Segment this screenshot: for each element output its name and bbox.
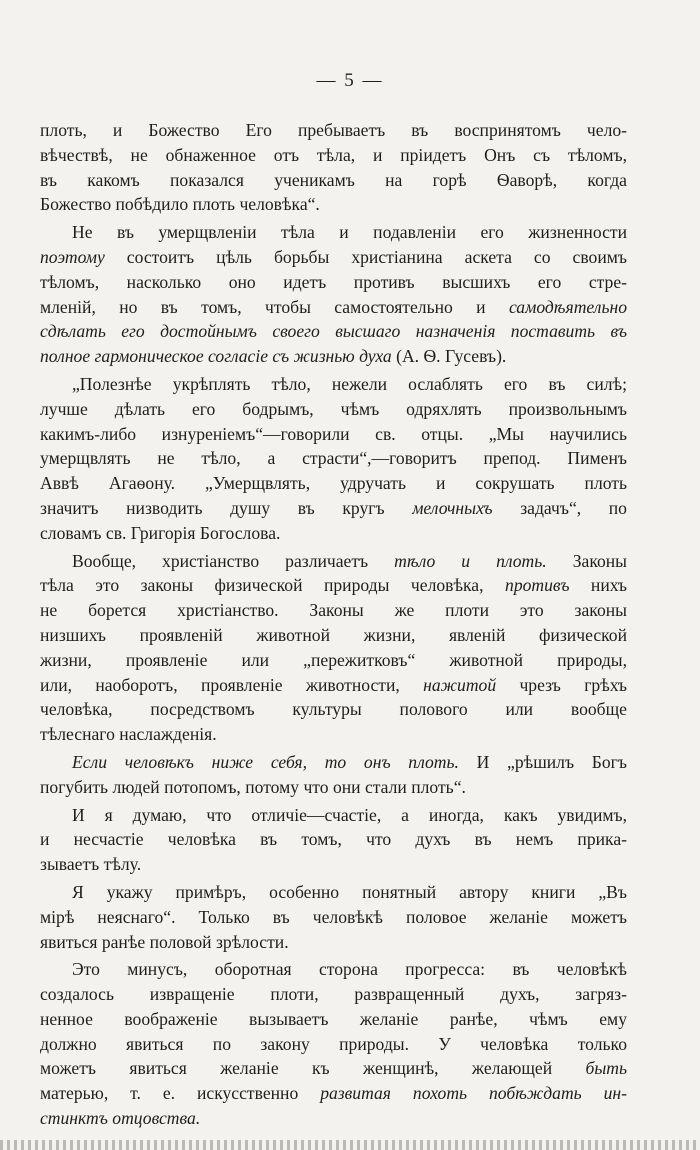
text-segment: не борется христіанство. Законы же плоти это законы xyxy=(40,600,627,621)
text-line xyxy=(40,1032,627,1057)
text-segment: какимъ-либо изнуреніемъ“—говорили св. отцы. „Мы научились xyxy=(40,423,627,444)
text-segment: тѣломъ, насколько оно идетъ противъ высшихъ его стре- xyxy=(40,271,627,292)
text-line xyxy=(40,982,627,1007)
italic-text: тѣло и плоть. xyxy=(394,550,547,571)
italic-text: быть xyxy=(585,1058,627,1079)
text-line xyxy=(40,319,627,344)
text-line xyxy=(40,648,627,673)
text-line xyxy=(40,220,627,245)
text-segment: явиться ранѣе половой зрѣлости. xyxy=(40,931,289,952)
text-line xyxy=(40,852,627,877)
text-line xyxy=(40,397,627,422)
text-line xyxy=(40,1007,627,1032)
text-segment: можетъ явиться желаніе къ женщинѣ, желающей xyxy=(40,1058,586,1079)
body-text xyxy=(40,118,627,1131)
text-line xyxy=(40,673,627,698)
text-line xyxy=(40,496,627,521)
text-segment: жизни, проявленіе или „пережитковъ“ животной природы, xyxy=(40,649,627,670)
text-line xyxy=(40,598,627,623)
text-line xyxy=(40,905,627,930)
text-segment: въ какомъ показался ученикамъ на горѣ Ѳаворѣ, когда xyxy=(40,169,627,190)
text-segment: Аввѣ Агаѳону. „Умерщвлять, удручать и сокрушать плоть xyxy=(40,473,627,494)
text-segment: плоть, и Божество Его пребываетъ въ воспринятомъ чело- xyxy=(40,120,627,140)
text-line xyxy=(40,372,627,397)
text-segment: значитъ низводить душу въ кругъ xyxy=(40,497,413,518)
text-segment: низшихъ проявленій животной жизни, явленій физической xyxy=(40,624,627,645)
italic-text: стинктъ отцовства. xyxy=(40,1108,201,1129)
text-segment: вѣчествѣ, не обнаженное отъ тѣла, и пріидетъ Онъ съ тѣломъ, xyxy=(40,144,627,165)
italic-text: нажитой xyxy=(423,674,497,695)
text-line xyxy=(40,168,627,193)
text-segment: лучше дѣлать его бодрымъ, чѣмъ одряхлять произвольнымъ xyxy=(40,398,627,419)
text-line xyxy=(40,930,627,955)
text-segment: Я укажу примѣръ, особенно понятный автору книги „Въ xyxy=(72,881,627,902)
text-segment: Божество побѣдило плоть человѣка“. xyxy=(40,194,320,215)
text-segment: Это минусъ, оборотная сторона прогресса: въ человѣкѣ xyxy=(72,959,627,980)
text-line xyxy=(40,697,627,722)
italic-text: поэтому xyxy=(40,246,105,267)
text-segment: И „рѣшилъ Богъ xyxy=(458,751,627,772)
text-line xyxy=(40,270,627,295)
text-segment: мірѣ неяснаго“. Только въ человѣкѣ половое желаніе можетъ xyxy=(40,906,627,927)
text-line xyxy=(40,422,627,447)
text-segment: человѣка, посредствомъ культуры полового или вообще xyxy=(40,699,627,720)
text-line xyxy=(40,775,627,800)
text-line xyxy=(40,1081,627,1106)
text-segment: Вообще, христіанство различаетъ xyxy=(72,550,395,571)
text-line xyxy=(40,446,627,471)
text-line xyxy=(40,803,627,828)
text-line xyxy=(40,1106,627,1131)
text-line xyxy=(40,549,627,574)
text-segment: матерью, т. е. искусственно xyxy=(40,1083,321,1104)
text-segment: (А. Ѳ. Гусевъ). xyxy=(391,346,507,367)
text-segment: Не въ умерщвленіи тѣла и подавленіи его жизненности xyxy=(72,222,627,243)
italic-text: сдѣлать его достойнымъ своего высшаго назначенія поставить въ xyxy=(40,321,627,342)
text-line xyxy=(40,1056,627,1081)
scan-edge xyxy=(0,1140,700,1150)
text-line xyxy=(40,957,627,982)
italic-text: Если человѣкъ ниже себя, то онъ плоть. xyxy=(72,751,459,772)
text-segment: Законы xyxy=(546,550,628,571)
text-line xyxy=(40,623,627,648)
text-segment: „Полезнѣе укрѣплять тѣло, нежели ослаблять его въ силѣ; xyxy=(72,373,627,394)
text-line xyxy=(40,573,627,598)
italic-text: самодѣятельно xyxy=(508,296,627,317)
text-line xyxy=(40,295,627,320)
text-segment: должно явиться по закону природы. У человѣка только xyxy=(40,1033,627,1054)
text-segment: создалось извращеніе плоти, развращенный духъ, загряз- xyxy=(40,984,627,1005)
text-line xyxy=(40,143,627,168)
text-segment: И я думаю, что отличіе—счастіе, а иногда, какъ увидимъ, xyxy=(72,804,627,825)
text-line xyxy=(40,750,627,775)
text-line xyxy=(40,192,627,217)
text-segment: тѣла это законы физической природы человѣка, xyxy=(40,575,506,596)
text-segment: или, наоборотъ, проявленіе животности, xyxy=(40,674,424,695)
text-segment: умерщвлять не тѣло, а страсти“,—говоритъ препод. Пименъ xyxy=(40,448,627,469)
text-segment: нихъ xyxy=(569,575,627,596)
italic-text: полное гармоническое согласіе съ жизнью духа xyxy=(40,346,392,367)
text-line xyxy=(40,344,627,369)
italic-text: мелочныхъ xyxy=(412,497,493,518)
text-line xyxy=(40,118,627,143)
text-segment: тѣлеснаго наслажденія. xyxy=(40,724,217,745)
text-segment: ненное воображеніе вызываетъ желаніе ранѣе, чѣмъ ему xyxy=(40,1008,627,1029)
page-number: — 5 — xyxy=(316,70,384,91)
text-line xyxy=(40,521,627,546)
text-line xyxy=(40,245,627,270)
text-line xyxy=(40,722,627,747)
italic-text: противъ xyxy=(505,575,570,596)
italic-text: развитая похоть побѣждать ин- xyxy=(320,1083,627,1104)
text-segment: мленій, но въ томъ, чтобы самостоятельно и xyxy=(40,296,509,317)
text-segment: погубить людей потопомъ, потому что они стали плоть“. xyxy=(40,776,466,797)
text-segment: чрезъ грѣхъ xyxy=(496,674,627,695)
text-segment: и несчастіе человѣка въ томъ, что духъ въ немъ прика- xyxy=(40,829,627,850)
text-segment: словамъ св. Григорія Богослова. xyxy=(40,522,281,543)
text-line xyxy=(40,471,627,496)
text-segment: состоитъ цѣль борьбы христіанина аскета со своимъ xyxy=(104,246,627,267)
text-line xyxy=(40,880,627,905)
text-segment: зываетъ тѣлу. xyxy=(40,854,142,875)
text-segment: задачъ“, по xyxy=(492,497,627,518)
text-line xyxy=(40,827,627,852)
